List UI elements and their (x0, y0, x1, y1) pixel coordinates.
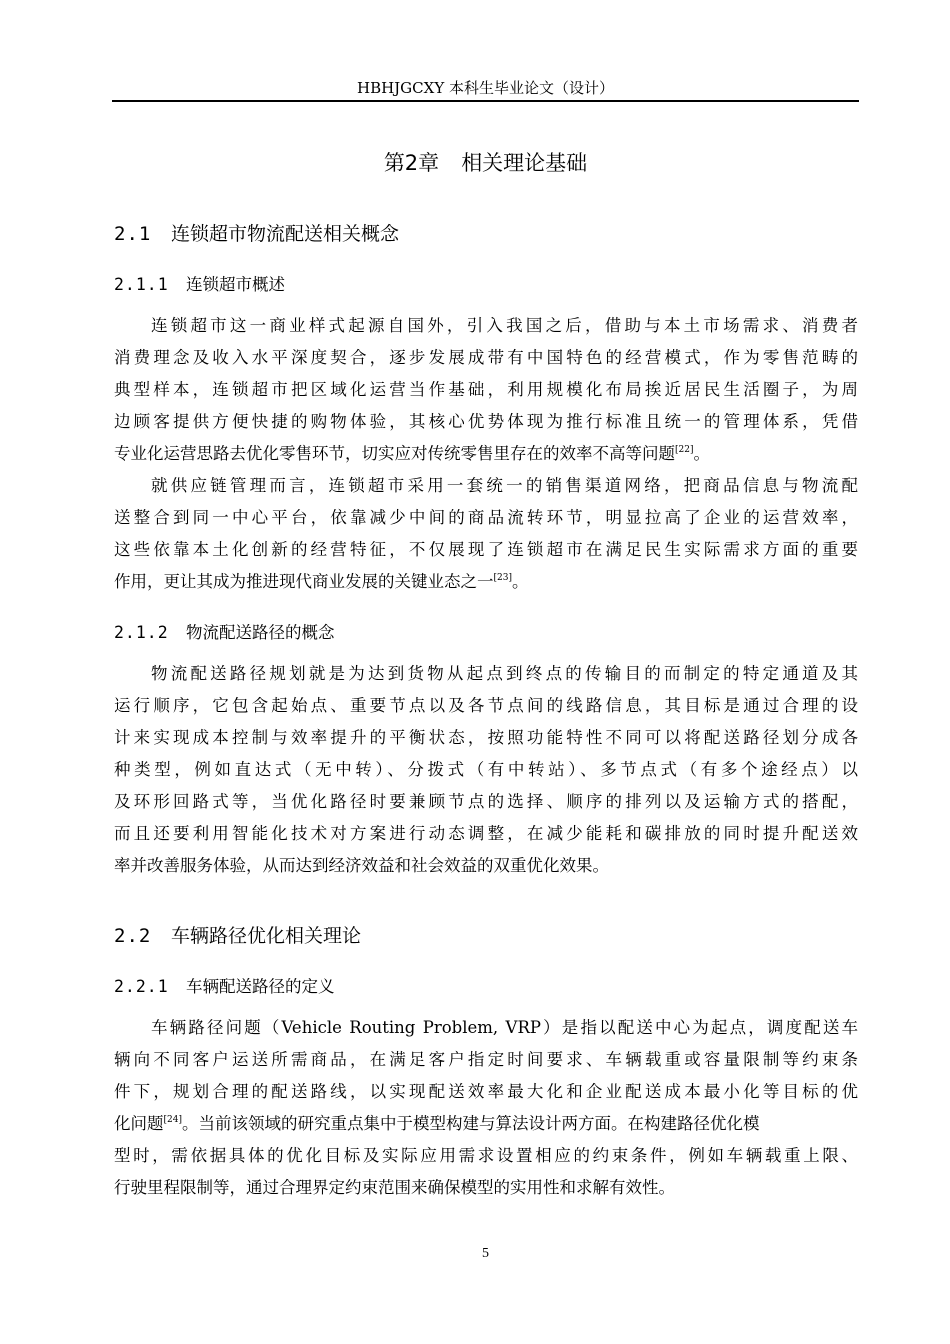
page-number: 5 (482, 1246, 489, 1261)
section-number: 2.1 (114, 223, 152, 245)
text-line: 及环形回路式等，当优化路径时要兼顾节点的选择、顺序的排列以及运输方式的搭配， (114, 792, 858, 811)
text-run: 。 (511, 572, 529, 591)
subsection-heading-2-2-1 (114, 974, 335, 1000)
text-line (114, 1108, 858, 1140)
text-run: 化问题 (114, 1114, 164, 1133)
text-run: 专业化运营思路去优化零售环节，切实应对传统零售里存在的效率不高等问题 (114, 444, 675, 463)
paragraph-2-1-1-a (114, 310, 858, 470)
header-rule (112, 100, 859, 102)
text-line: 典型样本，连锁超市把区域化运营当作基础，利用规模化布局挨近居民生活圈子，为周 (114, 380, 858, 399)
running-header: HBHJGCXY 本科生毕业论文（设计） (356, 79, 614, 97)
chapter-name: 相关理论基础 (461, 151, 588, 175)
text-line-last: 行驶里程限制等，通过合理界定约束范围来确保模型的实用性和求解有效性。 (114, 1178, 675, 1197)
citation: [22] (675, 445, 694, 455)
text-line-last (114, 438, 858, 470)
text-line: 送整合到同一中心平台，依靠减少中间的商品流转环节，明显拉高了企业的运营效率， (114, 508, 858, 527)
section-title: 连锁超市物流配送相关概念 (171, 223, 400, 245)
chapter-number: 第2章 (383, 151, 440, 175)
text-line: 连锁超市这一商业样式起源自国外，引入我国之后，借助与本土市场需求、消费者 (151, 316, 858, 335)
subsection-number: 2.1.1 (114, 275, 169, 294)
chapter-title (112, 148, 859, 178)
paragraph-2-1-1-b (114, 470, 858, 598)
text-run: 。 (693, 444, 710, 463)
section-heading-2-2 (114, 922, 361, 950)
text-line: 辆向不同客户运送所需商品，在满足客户指定时间要求、车辆载重或容量限制等约束条 (114, 1050, 858, 1069)
text-line: 就供应链管理而言，连锁超市采用一套统一的销售渠道网络，把商品信息与物流配 (151, 476, 858, 495)
text-line: 边顾客提供方便快捷的购物体验，其核心优势体现为推行标准且统一的管理体系，凭借 (114, 412, 858, 431)
text-line: 型时，需依据具体的优化目标及实际应用需求设置相应的约束条件，例如车辆载重上限、 (114, 1146, 858, 1165)
text-line: 而且还要利用智能化技术对方案进行动态调整，在减少能耗和碳排放的同时提升配送效 (114, 824, 858, 843)
subsection-title: 物流配送路径的概念 (186, 623, 335, 642)
paragraph-2-2-1 (114, 1012, 858, 1204)
text-line: 消费理念及收入水平深度契合，逐步发展成带有中国特色的经营模式，作为零售范畴的 (114, 348, 858, 367)
text-line: 物流配送路径规划就是为达到货物从起点到终点的传输目的而制定的特定通道及其 (151, 664, 858, 683)
subsection-number: 2.2.1 (114, 977, 169, 996)
text-line: 种类型，例如直达式（无中转）、分拨式（有中转站）、多节点式（有多个途经点）以 (114, 760, 858, 779)
text-line: 这些依靠本土化创新的经营特征，不仅展现了连锁超市在满足民生实际需求方面的重要 (114, 540, 858, 559)
text-line: 车辆路径问题（Vehicle Routing Problem, VRP）是指以配送中心为起点，调度配送车 (151, 1018, 858, 1037)
citation: [24] (163, 1115, 182, 1125)
text-line: 计来实现成本控制与效率提升的平衡状态，按照功能特性不同可以将配送路径划分成各 (114, 728, 858, 747)
subsection-heading-2-1-1 (114, 272, 285, 298)
text-line: 件下，规划合理的配送路线，以实现配送效率最大化和企业配送成本最小化等目标的优 (114, 1082, 858, 1101)
subsection-number: 2.1.2 (114, 623, 169, 642)
text-run: 作用，更让其成为推进现代商业发展的关键业态之一 (114, 572, 494, 591)
text-line-last (114, 566, 858, 598)
citation: [23] (493, 573, 512, 583)
subsection-title: 连锁超市概述 (186, 275, 285, 294)
section-title: 车辆路径优化相关理论 (171, 925, 362, 947)
section-number: 2.2 (114, 925, 152, 947)
text-run: 。当前该领域的研究重点集中于模型构建与算法设计两方面。在构建路径优化模 (181, 1114, 760, 1133)
paragraph-2-1-2 (114, 658, 858, 882)
subsection-heading-2-1-2 (114, 620, 335, 646)
text-line-last: 率并改善服务体验，从而达到经济效益和社会效益的双重优化效果。 (114, 856, 609, 875)
section-heading-2-1 (114, 220, 399, 248)
text-line: 运行顺序，它包含起始点、重要节点以及各节点间的线路信息，其目标是通过合理的设 (114, 696, 858, 715)
subsection-title: 车辆配送路径的定义 (186, 977, 335, 996)
